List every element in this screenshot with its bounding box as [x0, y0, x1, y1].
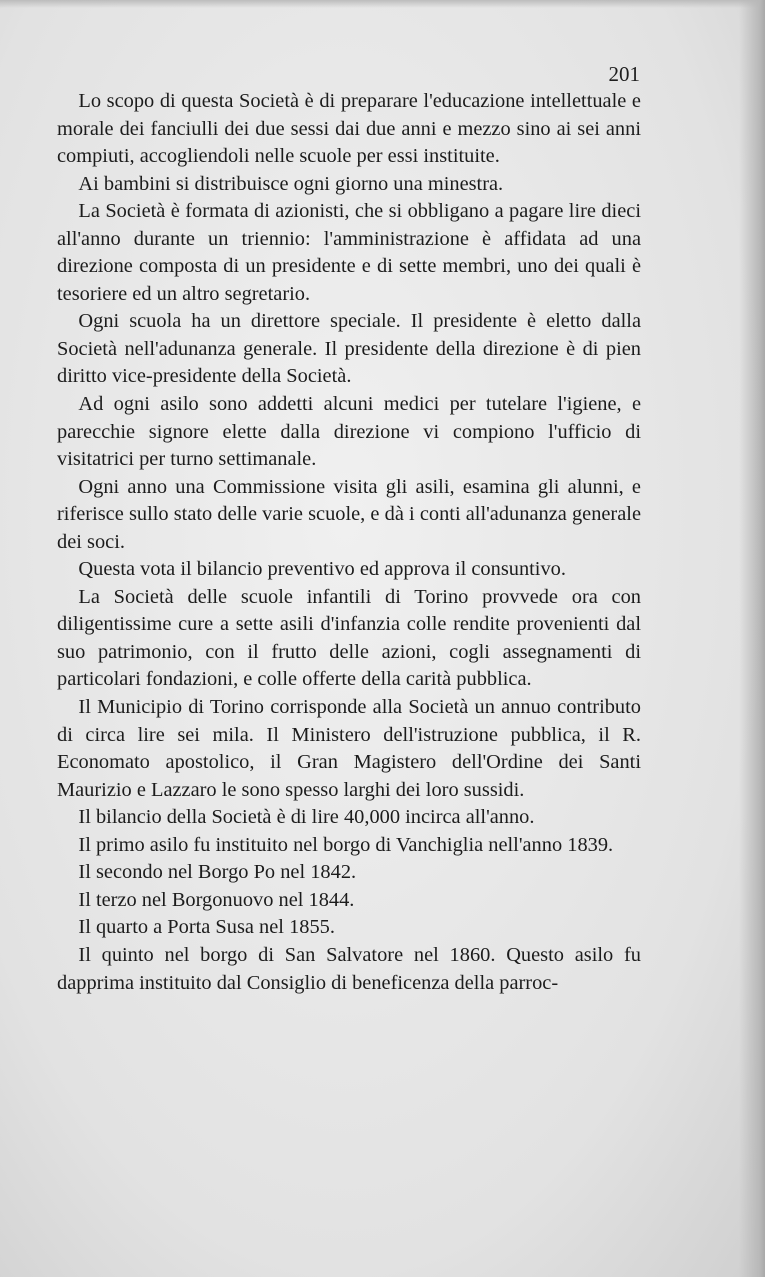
paragraph-budget-vote: Questa vota il bilancio preventivo ed approva il consuntivo.: [78, 558, 566, 581]
paragraph-budget-amount: Il bilancio della Società è di lire 40,000 incirca all'anno.: [78, 806, 535, 829]
list-item-fourth-asylum: Il quarto a Porta Susa nel 1855.: [78, 916, 335, 939]
paragraph-director: Ogni scuola ha un direttore speciale. Il presidente è eletto dalla Società nell'adunanza generale. Il presidente della direzione è di pien diritto vice-presidente della Società.: [57, 310, 641, 388]
gutter-shadow: [739, 0, 765, 1277]
list-item-third-asylum: Il terzo nel Borgonuovo nel 1844.: [78, 888, 355, 911]
paragraph-purpose: Lo scopo di questa Società è di preparare l'educazione intellettuale e morale dei fanciulli dei due sessi dai due anni e mezzo sino ai sei anni compiuti, accogliendoli nelle scuole per essi instituite.: [57, 90, 641, 168]
paragraph-first-asylum: Il primo asilo fu instituito nel borgo di Vanchiglia nell'anno 1839.: [78, 833, 614, 856]
paragraph-fifth-asylum: Il quinto nel borgo di San Salvatore nel 1860. Questo asilo fu dapprima instituito dal Consiglio di beneficenza della parroc-: [57, 943, 641, 994]
page-number: 201: [608, 62, 640, 86]
body-text: [57, 88, 641, 997]
paragraph-commission: Ogni anno una Commissione visita gli asili, esamina gli alunni, e riferisce sullo stato delle varie scuole, e dà i conti all'adunanza generale dei soci.: [57, 475, 641, 553]
paragraph-shareholders: La Società è formata di azionisti, che si obbligano a pagare lire dieci all'anno durante un triennio: l'amministrazione è affidata ad una direzione composta di un presidente e di sette membri, uno dei quali è tesoriere ed un altro segretario.: [57, 200, 641, 305]
paragraph-municipality: Il Municipio di Torino corrisponde alla Società un annuo contributo di circa lire sei mila. Il Ministero dell'istruzione pubblica, il R. Economato apostolico, il Gran Magistero dell'Ordine dei Santi Maurizio e Lazzaro le sono spesso larghi dei loro sussidi.: [57, 696, 641, 801]
paragraph-doctors: Ad ogni asilo sono addetti alcuni medici per tutelare l'igiene, e parecchie signore elette dalla direzione vi compiono l'ufficio di visitatrici per turno settimanale.: [57, 393, 641, 471]
paragraph-society-provides: La Società delle scuole infantili di Torino provvede ora con diligentissime cure a sette asili d'infanzia colle rendite provenienti dal suo patrimonio, con il frutto delle azioni, cogli assegnamenti di particolari fondazioni, e colle offerte della carità pubblica.: [57, 585, 641, 691]
top-edge-shadow: [0, 0, 765, 8]
paragraph-soup: Ai bambini si distribuisce ogni giorno una minestra.: [78, 172, 504, 195]
list-item-second-asylum: Il secondo nel Borgo Po nel 1842.: [78, 861, 357, 884]
